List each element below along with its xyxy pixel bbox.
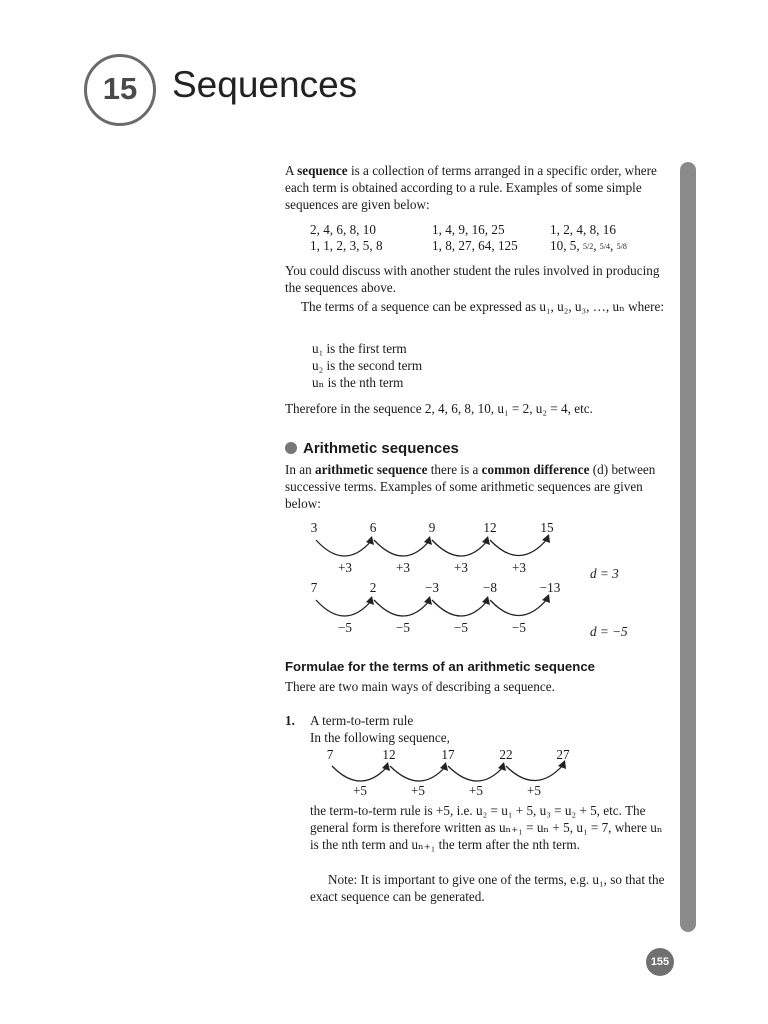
seq1-term-2: 6 bbox=[369, 520, 377, 535]
arith-text-c: (d) between successive terms. Examples of some arithmetic sequences are given below: bbox=[285, 462, 656, 511]
subheading-formulae: Formulae for the terms of an arithmetic sequence bbox=[285, 659, 595, 674]
frac-1: 5/2 bbox=[582, 241, 594, 251]
seq1-arrowhead-2 bbox=[424, 536, 432, 545]
term-to-term-paragraph: the term-to-term rule is +5, i.e. u₂ = u₁ + 5, u₃ = u₂ + 5, etc. The general form is therefore written as uₙ₊₁ = uₙ + 5, u₁ = 7, where uₙ is the nth term and uₙ₊₁ the term after the nth term. bbox=[310, 803, 663, 852]
seq2-diff-2: −5 bbox=[395, 620, 411, 635]
arith-text-b: there is a bbox=[427, 462, 482, 477]
seq3-arc-4 bbox=[506, 764, 564, 781]
example-2-3-lead: 10, 5, bbox=[550, 238, 583, 253]
seq2-term-3: −3 bbox=[424, 580, 440, 595]
arithmetic-paragraph bbox=[285, 461, 670, 512]
section-heading-arithmetic bbox=[285, 440, 459, 457]
seq1-arc-3 bbox=[432, 540, 488, 556]
page-number: 155 bbox=[650, 956, 670, 968]
def-first-term: u₁ is the first term bbox=[312, 341, 407, 356]
term-arithmetic-sequence: arithmetic sequence bbox=[315, 462, 428, 477]
example-2-2: 1, 8, 27, 64, 125 bbox=[432, 238, 518, 253]
formulae-intro: There are two main ways of describing a sequence. bbox=[285, 679, 555, 694]
seq2-arc-4 bbox=[490, 598, 548, 616]
section-heading-text: Arithmetic sequences bbox=[303, 440, 459, 457]
def-nth-term: uₙ is the nth term bbox=[312, 375, 404, 390]
seq3-arrowhead-2 bbox=[440, 762, 448, 771]
list-item-title: A term-to-term rule bbox=[310, 713, 414, 728]
discuss-paragraph: You could discuss with another student the rules involved in producing the sequences above. bbox=[285, 263, 660, 295]
seq2-arrowhead-2 bbox=[424, 596, 432, 605]
seq3-diff-3: +5 bbox=[468, 783, 484, 798]
seq1-term-1: 3 bbox=[310, 520, 318, 535]
def-second-term: u₂ is the second term bbox=[312, 358, 423, 373]
seq3-arc-3 bbox=[448, 766, 504, 781]
terms-paragraph: The terms of a sequence can be expressed as u₁, u₂, u₃, …, uₙ where: bbox=[301, 299, 664, 314]
frac-3: 5/8 bbox=[616, 241, 627, 251]
intro-text-a: A bbox=[285, 163, 298, 178]
seq1-diff-1: +3 bbox=[337, 560, 353, 575]
list-item-number: 1. bbox=[285, 713, 295, 728]
frac-2: 5/4 bbox=[599, 241, 611, 251]
seq3-arc-1 bbox=[332, 766, 388, 781]
seq3-diff-1: +5 bbox=[352, 783, 368, 798]
term-common-difference: common difference bbox=[481, 462, 590, 477]
example-1-1: 2, 4, 6, 8, 10 bbox=[310, 222, 376, 237]
example-2-1: 1, 1, 2, 3, 5, 8 bbox=[310, 238, 383, 253]
seq2-arc-1 bbox=[316, 600, 372, 616]
page-side-bar bbox=[680, 162, 696, 932]
chapter-title: Sequences bbox=[172, 64, 358, 105]
seq2-arc-2 bbox=[374, 600, 430, 616]
seq2-term-5: −13 bbox=[539, 580, 561, 595]
seq2-diff-3: −5 bbox=[453, 620, 469, 635]
seq2-common-difference: d = −5 bbox=[590, 624, 628, 639]
example-1-2: 1, 4, 9, 16, 25 bbox=[432, 222, 505, 237]
seq3-term-5: 27 bbox=[556, 747, 570, 762]
seq1-arc-2 bbox=[374, 540, 430, 556]
seq3-term-1: 7 bbox=[326, 747, 334, 762]
seq3-diff-4: +5 bbox=[526, 783, 542, 798]
seq1-term-5: 15 bbox=[540, 520, 554, 535]
seq1-diff-3: +3 bbox=[453, 560, 469, 575]
term-sequence: sequence bbox=[297, 163, 348, 178]
seq2-arc-3 bbox=[432, 600, 488, 616]
note-paragraph: Note: It is important to give one of the terms, e.g. u₁, so that the exact sequence can be generated. bbox=[310, 872, 665, 904]
seq2-arrowhead-1 bbox=[366, 596, 374, 605]
seq3-term-4: 22 bbox=[499, 747, 513, 762]
seq1-term-4: 12 bbox=[483, 520, 497, 535]
seq2-term-1: 7 bbox=[310, 580, 318, 595]
chapter-number: 15 bbox=[102, 71, 138, 106]
seq2-arrowhead-3 bbox=[482, 596, 490, 605]
seq2-arrowhead-4 bbox=[542, 594, 550, 603]
seq1-arrowhead-4 bbox=[542, 534, 550, 543]
bullet-icon bbox=[285, 442, 297, 454]
intro-paragraph bbox=[285, 162, 670, 213]
seq3-diff-2: +5 bbox=[410, 783, 426, 798]
seq2-term-2: 2 bbox=[369, 580, 377, 595]
intro-text-b: is a collection of terms arranged in a specific order, where each term is obtained according to a rule. Examples of some simple sequences are given below: bbox=[285, 163, 657, 212]
seq1-diff-2: +3 bbox=[395, 560, 411, 575]
seq3-arrowhead-4 bbox=[558, 760, 566, 769]
seq1-term-3: 9 bbox=[428, 520, 436, 535]
seq1-arrowhead-1 bbox=[366, 536, 374, 545]
seq3-arrowhead-1 bbox=[382, 762, 390, 771]
example-2-3: 10, 5, 5/2, 5/4, 5/8 bbox=[550, 238, 627, 253]
therefore-paragraph: Therefore in the sequence 2, 4, 6, 8, 10, u₁ = 2, u₂ = 4, etc. bbox=[285, 401, 593, 416]
seq1-arc-1 bbox=[316, 540, 372, 556]
seq2-diff-1: −5 bbox=[337, 620, 353, 635]
seq1-arc-4 bbox=[490, 538, 548, 556]
seq1-arrowhead-3 bbox=[482, 536, 490, 545]
seq3-term-2: 12 bbox=[382, 747, 396, 762]
seq3-arrowhead-3 bbox=[498, 762, 506, 771]
arith-text-a: In an bbox=[285, 462, 316, 477]
seq3-term-3: 17 bbox=[441, 747, 455, 762]
seq1-diff-4: +3 bbox=[511, 560, 527, 575]
list-item-lead: In the following sequence, bbox=[310, 730, 450, 745]
seq2-term-4: −8 bbox=[482, 580, 498, 595]
seq1-common-difference: d = 3 bbox=[590, 566, 619, 581]
example-1-3: 1, 2, 4, 8, 16 bbox=[550, 222, 616, 237]
seq3-arc-2 bbox=[390, 766, 446, 781]
seq2-diff-4: −5 bbox=[511, 620, 527, 635]
